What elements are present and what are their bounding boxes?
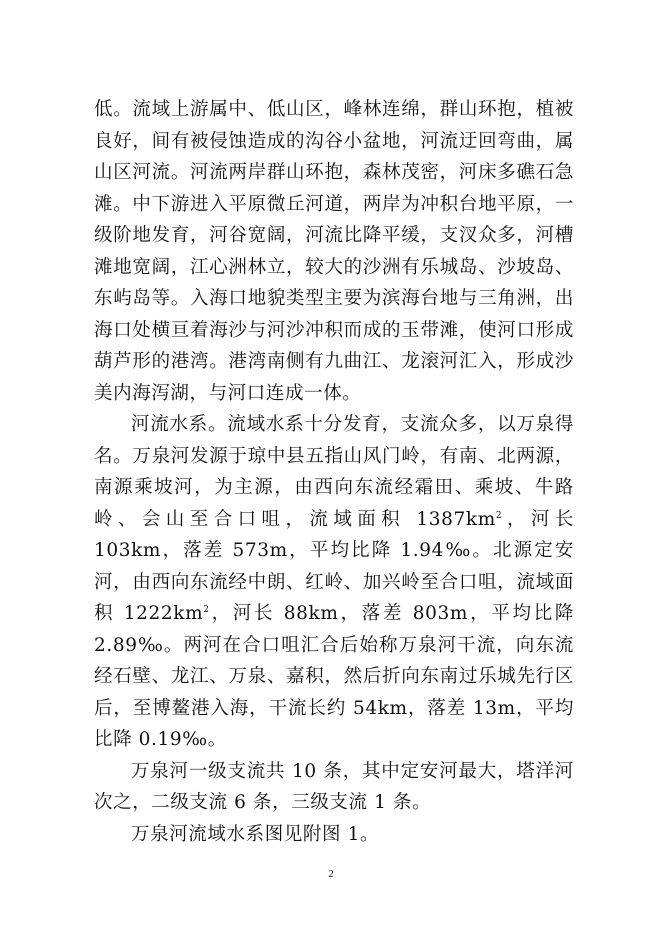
paragraph-river-landform: 低。流域上游属中、低山区，峰林连绵，群山环抱，植被良好，间有被侵蚀造成的沟谷小盆地，河流迂回弯曲，属山区河流。河流两岸群山环抱，森林茂密，河床多礁石急滩。中下游进入平原微丘河道，两岸为冲积台地平原，一级阶地发育，河谷宽阔，河流比降平缓，支汊众多，河槽滩地宽阔，江心洲林立，较大的沙洲有乐城岛、沙坡岛、东屿岛等。入海口地貌类型主要为滨海台地与三角洲，出海口处横亘着海沙与河沙冲积而成的玉带滩，使河口形成葫芦形的港湾。港湾南侧有九曲江、龙滚河汇入，形成沙美内海泻湖，与河口连成一体。 <box>94 99 574 404</box>
paragraph-river-system <box>94 409 574 756</box>
river-system-text-part-2: ，河长 103km，落差 573m，平均比降 1.94‰。北源定安河，由西向东流经中朗、红岭、加兴岭至合口咀，流域面积 1222km <box>94 508 574 624</box>
document-body <box>94 94 574 850</box>
page-number: 2 <box>328 868 334 880</box>
river-system-text-part-1: 河流水系。流域水系十分发育，支流众多，以万泉得名。万泉河发源于琼中县五指山风门岭，有南、北两源，南源乘坡河，为主源，由西向东流经霜田、乘坡、牛路岭、会山至合口咀，流域面积 1387km <box>94 414 574 530</box>
paragraph-tributaries: 万泉河一级支流共 10 条，其中定安河最大，塔洋河次之，二级支流 6 条，三级支流 1 条。 <box>94 760 574 813</box>
paragraph-figure-reference: 万泉河流域水系图见附图 1。 <box>131 823 380 845</box>
superscript-squared-2: 2 <box>203 604 210 615</box>
superscript-squared-1: 2 <box>495 510 503 521</box>
river-system-text-part-3: ，河长 88km，落差 803m，平均比降 2.89‰。两河在合口咀汇合后始称万泉河干流，向东流经石壁、龙江、万泉、嘉积，然后折向东南过乐城先行区后，至博鳌港入海，干流长约 54km，落差 13m，平均比降 0.19‰。 <box>94 603 575 750</box>
